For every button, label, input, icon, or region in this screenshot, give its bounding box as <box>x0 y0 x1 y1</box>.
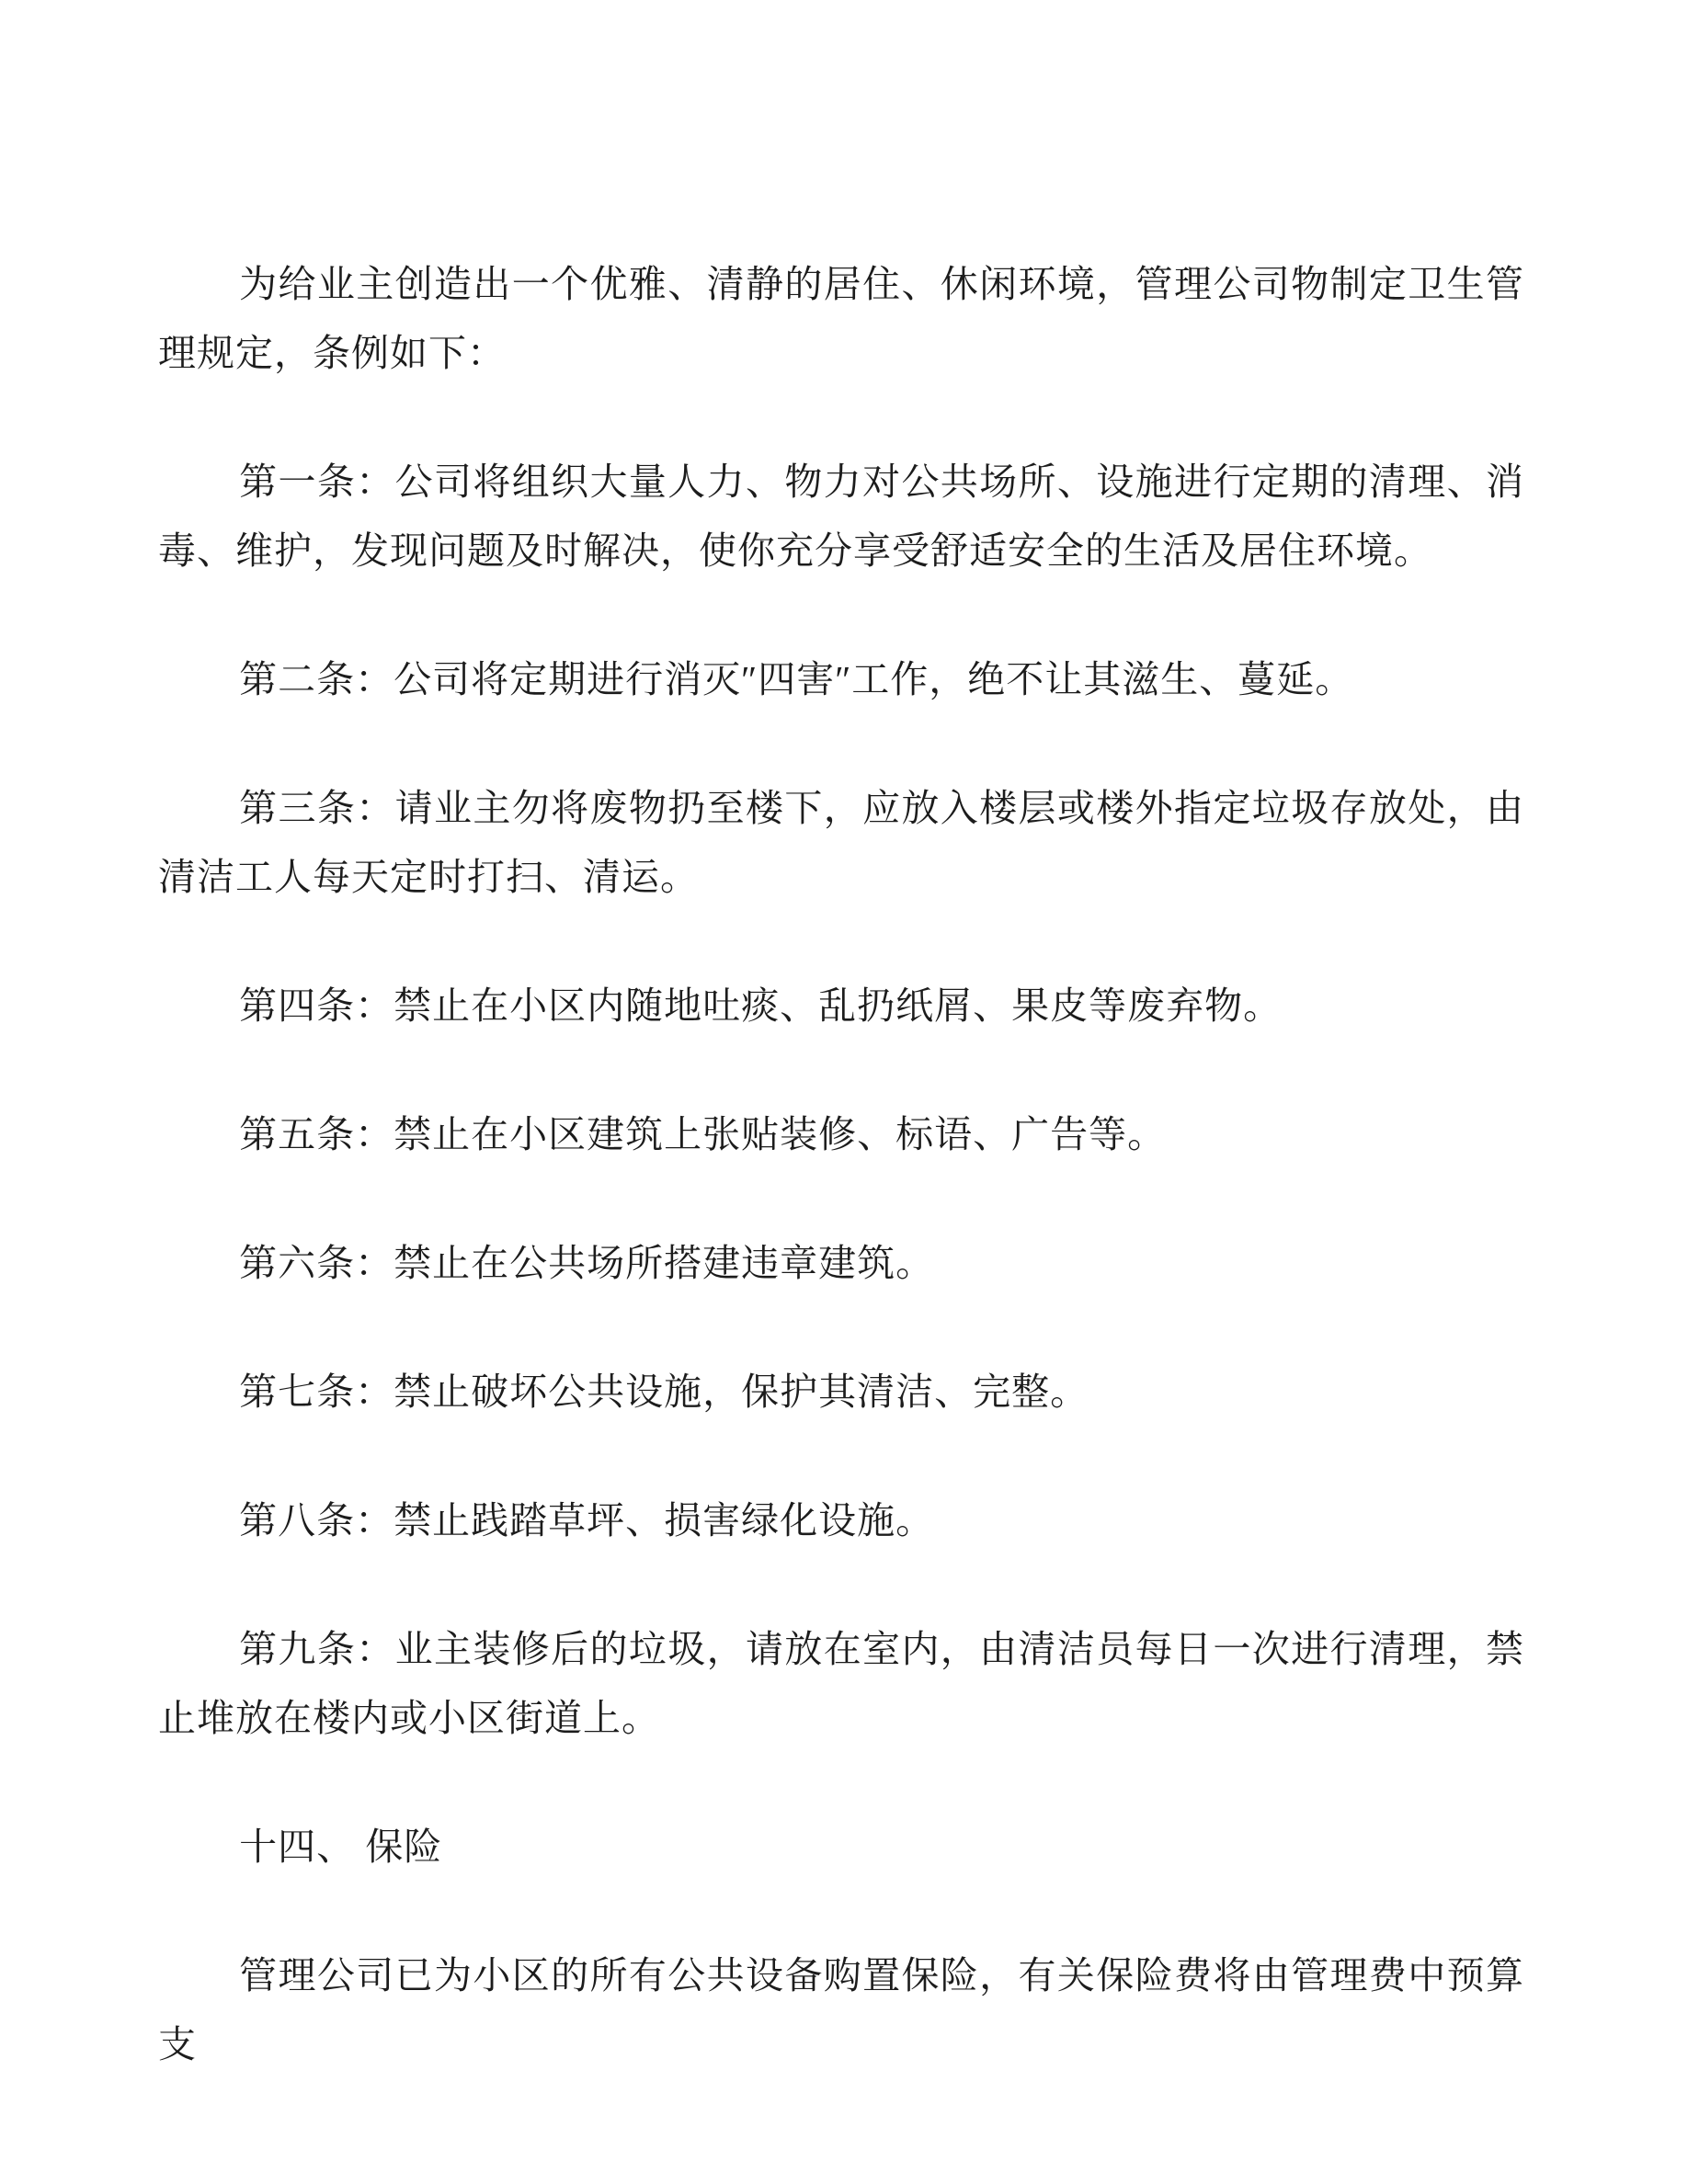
article-8-paragraph: 第八条：禁止践踏草坪、损害绿化设施。 <box>239 1499 935 1541</box>
section-heading-insurance: 十四、 保险 <box>239 1826 443 1868</box>
closing-paragraph: 管理公司已为小区的所有公共设备购置保险，有关保险费将由管理费中预算支 <box>158 1954 1524 2065</box>
article-2-paragraph: 第二条：公司将定期进行消灭″四害″工作，绝不让其滋生、蔓延。 <box>239 658 1354 700</box>
article-7-paragraph: 第七条：禁止破坏公共设施，保护其清洁、完整。 <box>239 1371 1089 1413</box>
article-5-paragraph: 第五条：禁止在小区建筑上张贴装修、标语、广告等。 <box>239 1113 1167 1155</box>
intro-paragraph: 为给业主创造出一个优雅、清静的居住、休闲环境，管理公司物制定卫生管理规定，条例如下： <box>158 263 1524 374</box>
article-1-paragraph: 第一条：公司将组织大量人力、物力对公共场所、设施进行定期的清理、消毒、维护，发现问题及时解决，使你充分享受舒适安全的生活及居住环境。 <box>158 461 1524 572</box>
article-9-paragraph: 第九条：业主装修后的垃圾，请放在室内，由清洁员每日一次进行清理，禁止堆放在楼内或小区街道上。 <box>158 1628 1524 1739</box>
article-3-paragraph: 第三条：请业主勿将废物扔至楼下，应放入楼层或楼外指定垃圾存放处，由清洁工人每天定时打扫、清运。 <box>158 787 1524 898</box>
article-4-paragraph: 第四条：禁止在小区内随地吐痰、乱扔纸屑、果皮等废弃物。 <box>239 984 1283 1027</box>
article-6-paragraph: 第六条：禁止在公共场所搭建违章建筑。 <box>239 1242 935 1284</box>
